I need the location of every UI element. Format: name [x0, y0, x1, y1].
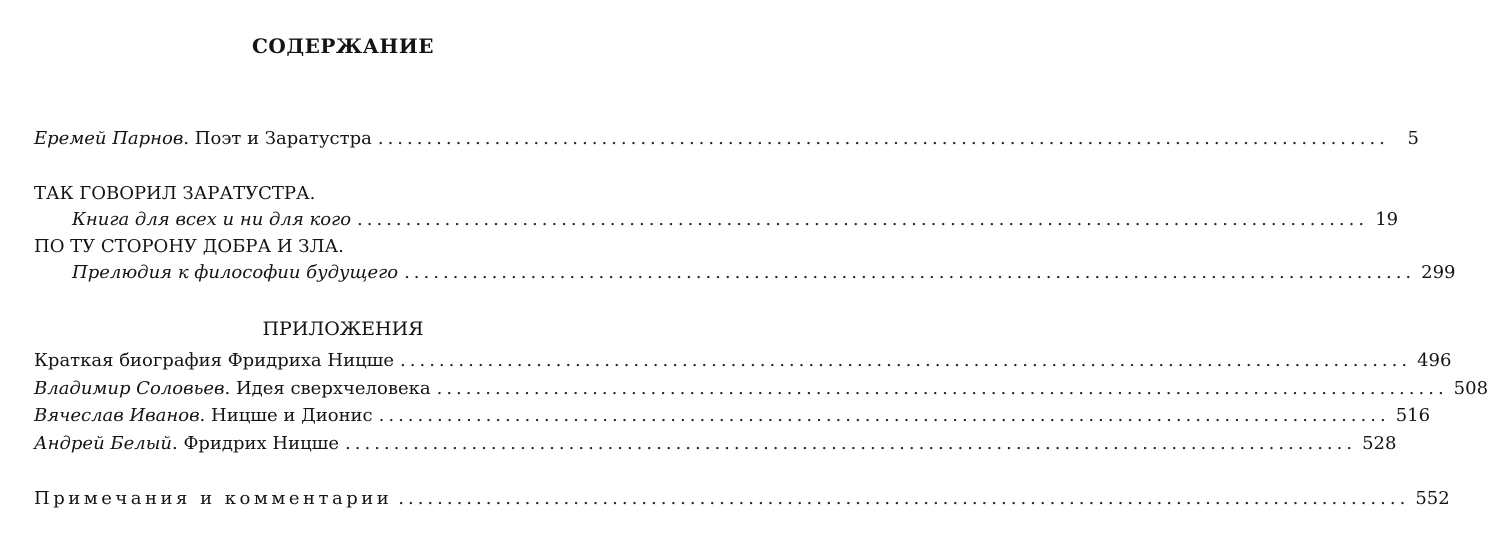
entry-author: Вячеслав Иванов: [34, 405, 200, 426]
work-subtitle: Прелюдия к философии будущего: [72, 262, 399, 283]
entry-title: Ницше и Дионис: [211, 405, 373, 426]
page-number: 516: [1395, 405, 1431, 426]
entry-text: [34, 350, 394, 371]
entry-author: Андрей Белый: [34, 433, 172, 454]
page-number: 508: [1453, 378, 1488, 399]
entry-author: Еремей Парнов: [34, 128, 184, 149]
toc-entry-appendix-3: [34, 405, 1431, 426]
entry-text: [34, 433, 339, 454]
dot-leader: ........................................................................................................: [404, 262, 1416, 283]
entry-title: Идея сверхчеловека: [235, 378, 431, 399]
entry-separator: .: [183, 128, 195, 149]
entry-separator: .: [199, 405, 211, 426]
page-number: 552: [1415, 488, 1450, 509]
entry-title: Краткая биография Фридриха Ницше: [34, 350, 395, 371]
dot-leader: ........................................................................................................: [377, 128, 1389, 149]
entry-text: [34, 405, 373, 426]
dot-leader: ........................................................................................................: [357, 209, 1369, 230]
toc-entry-notes: [34, 488, 1450, 509]
toc-entry-appendix-1: [34, 350, 1452, 371]
page-number: 299: [1421, 262, 1456, 283]
entry-title: Поэт и Заратустра: [194, 128, 372, 149]
toc-entry-work-2: [72, 262, 1456, 283]
notes-title: Примечания и комментарии: [34, 488, 393, 509]
dot-leader: ........................................................................................................: [400, 350, 1412, 371]
toc-entry-intro: [34, 128, 1419, 149]
entry-author: Владимир Соловьев: [34, 378, 225, 399]
entry-text: [34, 128, 372, 149]
page-number: 496: [1417, 350, 1452, 371]
work-subtitle: Книга для всех и ни для кого: [72, 209, 352, 230]
page-number: 5: [1407, 128, 1419, 149]
toc-entry-appendix-4: [34, 433, 1397, 454]
dot-leader: ........................................................................................................: [436, 378, 1448, 399]
appendix-heading: ПРИЛОЖЕНИЯ: [262, 318, 424, 340]
entry-text: [34, 378, 431, 399]
toc-entry-work-1: [72, 209, 1399, 230]
page-number: 19: [1375, 209, 1399, 230]
toc-entry-appendix-2: [34, 378, 1488, 399]
dot-leader: ........................................................................................................: [398, 488, 1410, 509]
work-title: ПО ТУ СТОРОНУ ДОБРА И ЗЛА.: [34, 236, 344, 257]
page-number: 528: [1362, 433, 1397, 454]
work-title: ТАК ГОВОРИЛ ЗАРАТУСТРА.: [34, 183, 316, 204]
toc-title: СОДЕРЖАНИЕ: [252, 34, 434, 58]
entry-separator: .: [171, 433, 184, 454]
dot-leader: ........................................................................................................: [378, 405, 1390, 426]
entry-title: Фридрих Ницше: [183, 433, 340, 454]
dot-leader: ........................................................................................................: [345, 433, 1357, 454]
entry-separator: .: [224, 378, 236, 399]
